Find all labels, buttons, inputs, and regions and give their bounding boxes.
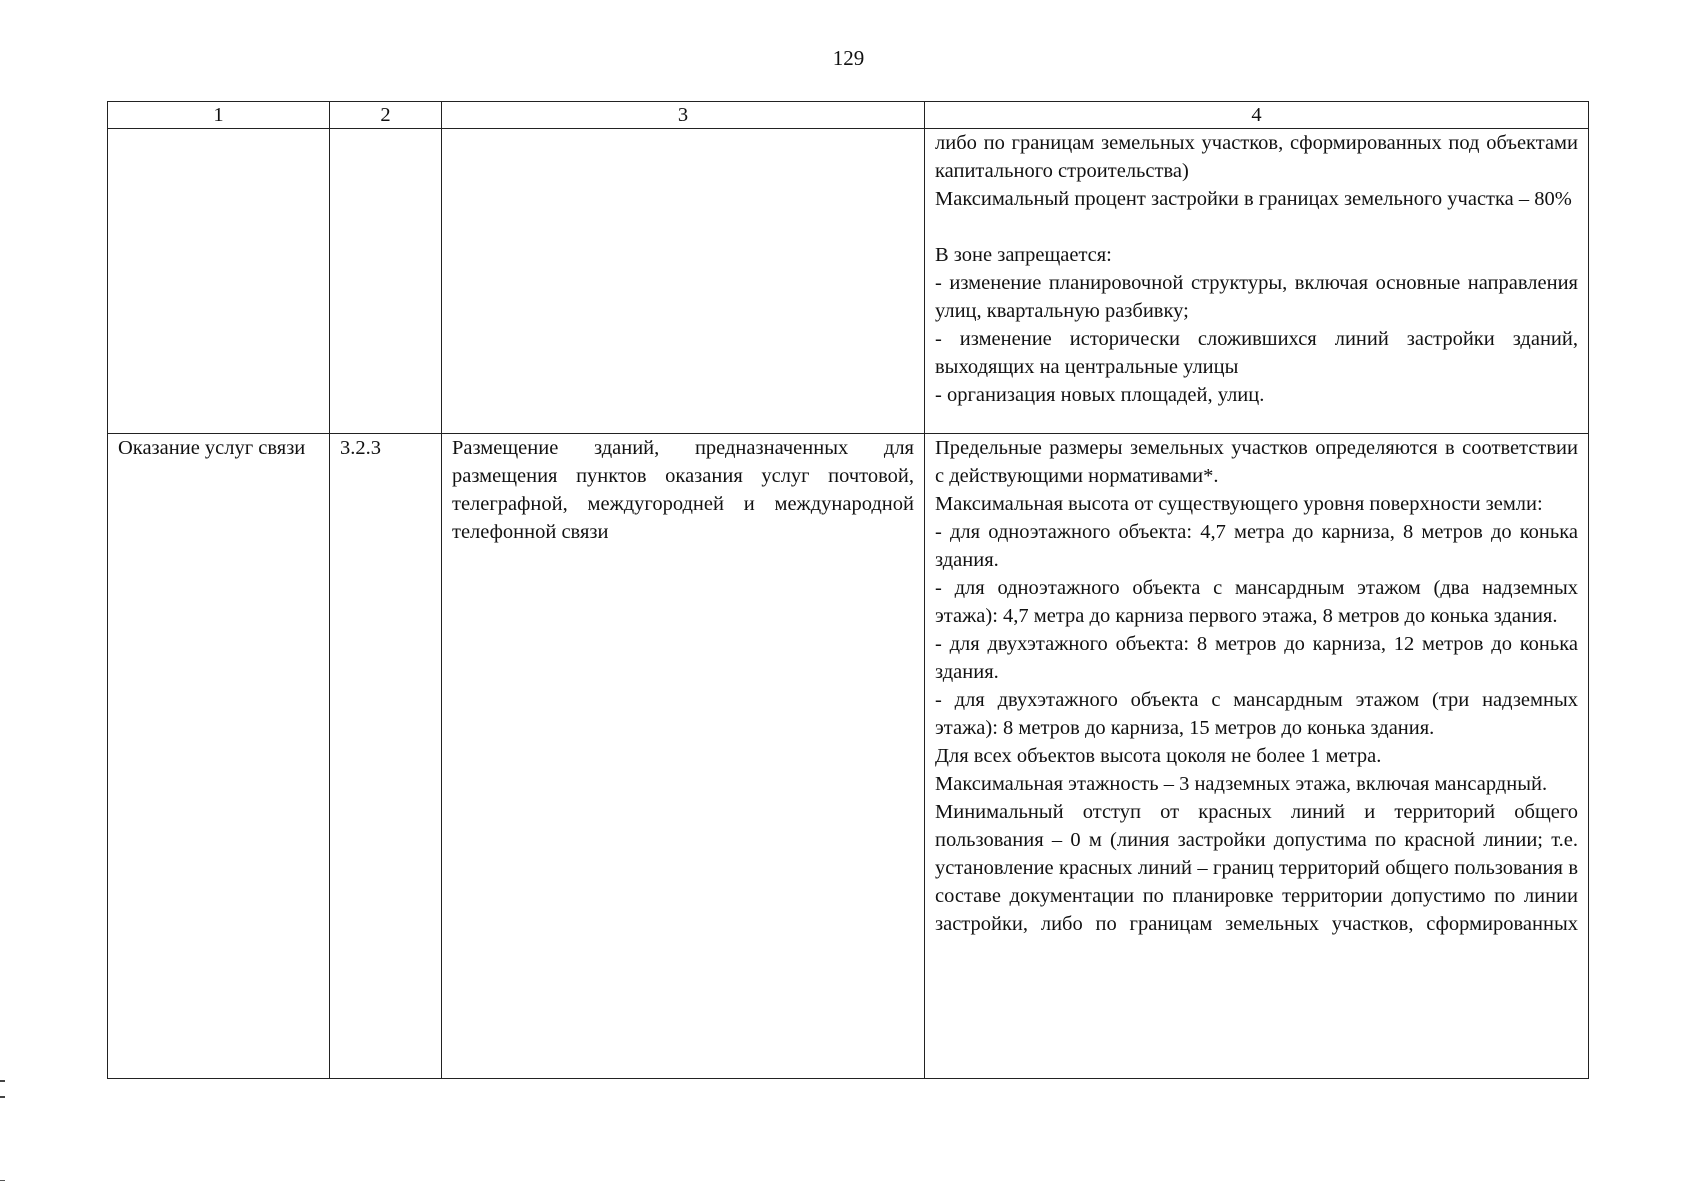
header-col-4: 4 — [925, 102, 1589, 129]
paragraph: Для всех объектов высота цоколя не более 1 метра. — [935, 745, 1382, 767]
paragraph: либо по границам земельных участков, сформированных под объектами капитального строительства) — [935, 132, 1578, 182]
paragraph: Минимальный отступ от красных линий и территорий общего пользования – 0 м (линия застройки допустима по красной линии; т.е. установление красных линий – границ территорий общего пользования в составе документации по планировке территории допустимо по линии застройки, либо по границам земельных участков, сформированных — [935, 801, 1578, 935]
service-name: Оказание услуг связи — [118, 437, 306, 459]
paragraph: Максимальная этажность – 3 надземных этажа, включая мансардный. — [935, 773, 1548, 795]
paragraph: - для двухэтажного объекта с мансардным этажом (три надземных этажа): 8 метров до карниза, 15 метров до конька здания. — [935, 689, 1578, 739]
table-row — [108, 434, 1589, 1079]
row1-col4 — [925, 129, 1589, 434]
paragraph: Максимальный процент застройки в границах земельного участка – 80% — [935, 188, 1572, 210]
row2-col1 — [108, 434, 330, 1079]
row2-col3 — [442, 434, 925, 1079]
header-col-1: 1 — [108, 102, 330, 129]
row1-col3 — [442, 129, 925, 434]
paragraph: - для двухэтажного объекта: 8 метров до карниза, 12 метров до конька здания. — [935, 633, 1578, 683]
paragraph: В зоне запрещается: — [935, 244, 1112, 266]
row1-col1 — [108, 129, 330, 434]
zoning-table — [107, 101, 1589, 1079]
table-header-row — [108, 102, 1589, 129]
paragraph: - для одноэтажного объекта с мансардным этажом (два надземных этажа): 4,7 метра до карниза первого этажа, 8 метров до конька здания. — [935, 577, 1578, 627]
spacer — [935, 213, 1578, 241]
paragraph: - изменение планировочной структуры, включая основные направления улиц, квартальную разбивку; — [935, 272, 1578, 322]
paragraph: Максимальная высота от существующего уровня поверхности земли: — [935, 493, 1543, 515]
paragraph: - организация новых площадей, улиц. — [935, 384, 1265, 406]
row2-col2 — [330, 434, 442, 1079]
table-row — [108, 129, 1589, 434]
paragraph: - для одноэтажного объекта: 4,7 метра до карниза, 8 метров до конька здания. — [935, 521, 1578, 571]
row1-col2 — [330, 129, 442, 434]
service-description: Размещение зданий, предназначенных для размещения пунктов оказания услуг почтовой, телеграфной, междугородней и международной телефонной связи — [452, 437, 914, 543]
paragraph: - изменение исторически сложившихся линий застройки зданий, выходящих на центральные улицы — [935, 328, 1578, 378]
service-code: 3.2.3 — [340, 437, 381, 459]
scan-edge-mark — [0, 1180, 5, 1181]
header-col-2: 2 — [330, 102, 442, 129]
scan-edge-mark — [0, 1080, 5, 1098]
paragraph: Предельные размеры земельных участков определяются в соответствии с действующими нормативами*. — [935, 437, 1578, 487]
row2-col4 — [925, 434, 1589, 1079]
header-col-3: 3 — [442, 102, 925, 129]
page-number: 129 — [832, 46, 865, 70]
